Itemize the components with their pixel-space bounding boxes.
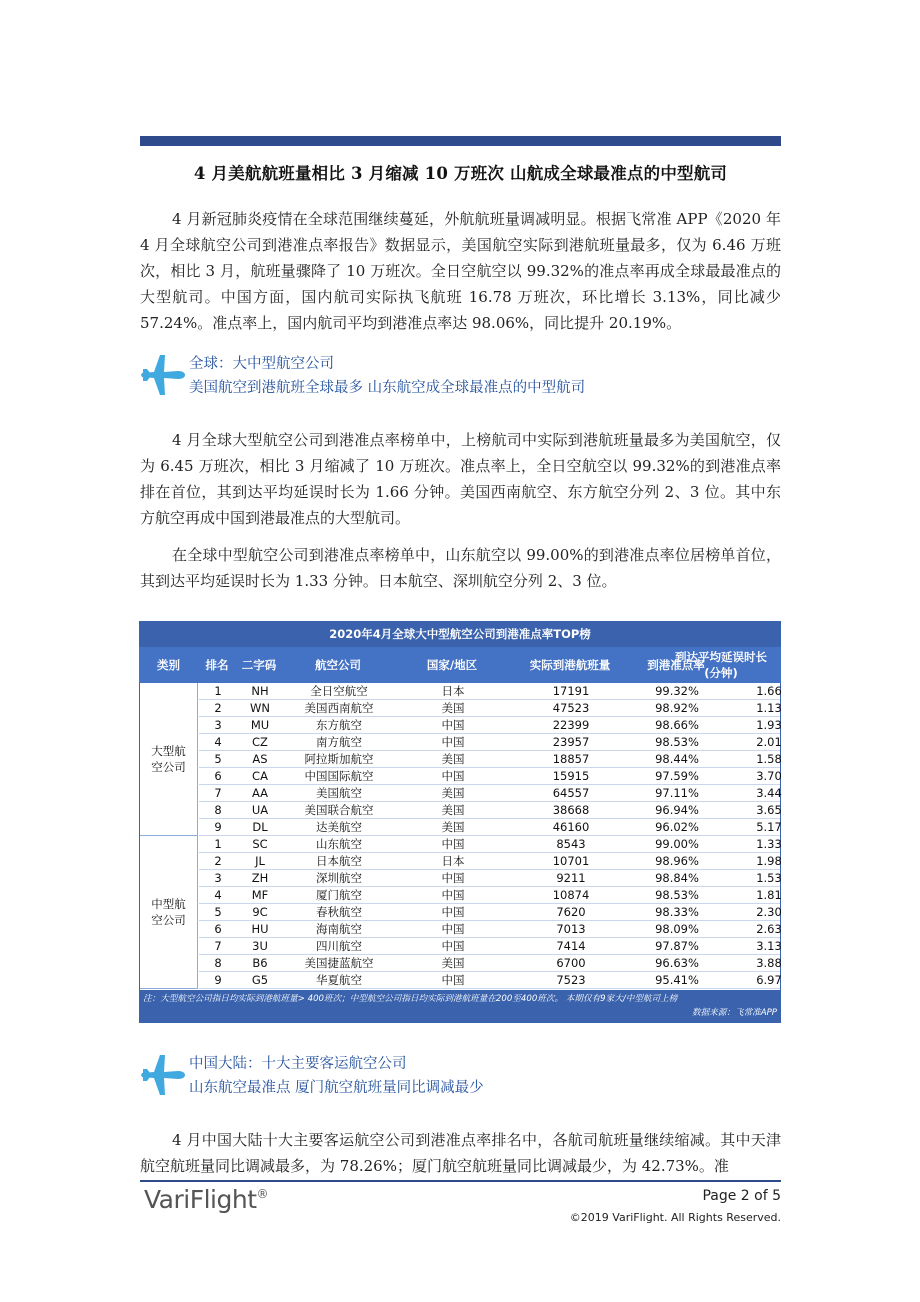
cell-code: B6 [252,956,268,970]
cell-delay: 1.66 [756,684,782,698]
page-number: Page 2 of 5 [702,1188,781,1204]
table-row [199,751,780,768]
cell-rank: 5 [214,752,222,766]
registered-mark: ® [256,1187,268,1201]
cell-rate: 96.94% [655,803,699,817]
cell-rank: 1 [214,837,222,851]
cell-rate: 99.00% [655,837,699,851]
cell-country: 中国 [441,837,465,851]
cell-code: JL [255,854,265,868]
cell-code: CZ [252,735,268,749]
cell-code: SC [252,837,268,851]
table-note: 注：大型航空公司指日均实际到港航班量> 400班次；中型航空公司指日均实际到港航班量在200至400班次。 本期仅有9家大/中型航司上榜 [143,994,678,1004]
cell-rate: 95.41% [655,973,699,987]
cell-country: 日本 [441,854,465,868]
cell-code: DL [252,820,268,834]
cell-delay: 1.81 [756,888,782,902]
cell-rank: 6 [214,769,222,783]
table-row [199,785,780,802]
header-rate: 到港准点率 [647,658,705,672]
cell-country: 日本 [441,684,465,698]
cell-delay: 5.17 [756,820,782,834]
category-cell [140,683,198,836]
cell-rate: 98.53% [655,888,699,902]
cell-delay: 1.98 [756,854,782,868]
cell-flights: 7414 [556,939,586,953]
cell-rate: 98.09% [655,922,699,936]
category-label: 中型航空公司 [151,897,186,927]
cell-rank: 6 [214,922,222,936]
table-row [199,870,780,887]
cell-code: AA [251,786,269,800]
cell-airline: 山东航空 [316,837,362,851]
cell-country: 中国 [441,718,465,732]
cell-airline: 美国捷蓝航空 [304,956,374,970]
cell-rate: 98.84% [655,871,699,885]
cell-rank: 1 [214,684,222,698]
header-delay-line2: (分钟) [704,666,738,680]
cell-rank: 8 [214,956,222,970]
cell-flights: 15915 [552,769,590,783]
cell-delay: 1.33 [756,837,782,851]
cell-airline: 南方航空 [316,735,362,749]
cell-rate: 98.92% [655,701,699,715]
cell-country: 美国 [441,803,465,817]
cell-rank: 9 [214,973,222,987]
cell-delay: 3.65 [756,803,782,817]
cell-country: 中国 [441,735,465,749]
cell-flights: 6700 [556,956,586,970]
cell-country: 中国 [441,922,465,936]
cell-country: 中国 [441,888,465,902]
section-heading-china [140,1052,781,1108]
header-code: 二字码 [241,658,277,672]
cell-airline: 美国西南航空 [304,701,374,715]
cell-delay: 2.30 [756,905,782,919]
cell-country: 中国 [441,769,465,783]
table-header-row [139,647,781,683]
cell-airline: 东方航空 [316,718,362,732]
cell-rank: 9 [214,820,222,834]
cell-delay: 2.63 [756,922,782,936]
header-country: 国家/地区 [426,658,478,672]
section-headline: 山东航空最准点 厦门航空航班量同比调减最少 [189,1080,484,1096]
cell-rank: 3 [214,718,222,732]
cell-code: ZH [251,871,269,885]
cell-rate: 97.11% [655,786,699,800]
cell-rate: 97.59% [655,769,699,783]
cell-rate: 96.63% [655,956,699,970]
cell-rank: 7 [214,939,222,953]
header-rank: 排名 [205,658,229,672]
cell-airline: 四川航空 [316,939,362,953]
cell-rate: 98.33% [655,905,699,919]
cell-delay: 3.13 [756,939,782,953]
china-paragraph: 4 月中国大陆十大主要客运航空公司到港准点率排名中，各航司航班量继续缩减。其中天津航空航班量同比调减最多，为 78.26%；厦门航空航班量同比调减最少，为 42.73%。准 [140,1131,781,1175]
logo-text: VariFlight [144,1185,257,1214]
cell-flights: 38668 [552,803,590,817]
section-subtitle: 全球：大中型航空公司 [189,356,334,372]
header-airline: 航空公司 [315,658,361,672]
table-row [199,887,780,904]
cell-airline: 春秋航空 [316,905,362,919]
cell-flights: 7620 [556,905,586,919]
ranking-table [139,621,781,1023]
cell-rank: 4 [214,735,222,749]
cell-airline: 海南航空 [316,922,362,936]
table-body [140,683,780,990]
table-source: 数据来源：飞常准APP [692,1008,777,1018]
copyright: ©2019 VariFlight. All Rights Reserved. [569,1211,781,1224]
cell-code: 3U [252,939,268,953]
footer-rule [140,1180,781,1182]
cell-country: 中国 [441,973,465,987]
cell-delay: 1.53 [756,871,782,885]
category-cell [140,836,198,989]
cell-country: 美国 [441,786,465,800]
cell-airline: 达美航空 [316,820,362,834]
header-category: 类别 [157,658,180,672]
cell-code: WN [250,701,270,715]
cell-code: MF [251,888,269,902]
cell-rate: 98.53% [655,735,699,749]
table-row [199,717,780,734]
cell-flights: 46160 [552,820,590,834]
section-heading-global [140,352,781,408]
cell-code: NH [251,684,269,698]
header-delay-line1: 到达平均延误时长 [675,650,767,664]
cell-airline: 华夏航空 [316,973,362,987]
category-label: 大型航空公司 [151,744,186,774]
cell-delay: 6.97 [756,973,782,987]
cell-country: 中国 [441,871,465,885]
table-row [199,836,780,853]
cell-rate: 97.87% [655,939,699,953]
cell-airline: 厦门航空 [316,888,362,902]
cell-flights: 7523 [556,973,586,987]
table-row [199,683,780,700]
large-airlines-paragraph: 4 月全球大型航空公司到港准点率榜单中，上榜航司中实际到港航班量最多为美国航空，仅为 6.45 万班次，相比 3 月缩减了 10 万班次。准点率上，全日空航空以 99.32%的到港准点率排在首位，其到达平均延误时长为 1.66 分钟。美国西南航空、东方航空分列 2、3 位。其中东方航空再成中国到港最准点的大型航司。 [140,431,781,527]
cell-airline: 中国国际航空 [304,769,374,783]
cell-airline: 深圳航空 [316,871,362,885]
section-subtitle: 中国大陆：十大主要客运航空公司 [189,1056,407,1072]
table-title: 2020年4月全球大中型航空公司到港准点率TOP榜 [329,627,591,641]
cell-delay: 1.13 [756,701,782,715]
airplane-icon [140,352,186,398]
cell-delay: 2.01 [756,735,782,749]
header-flights: 实际到港航班量 [529,658,611,672]
cell-code: CA [252,769,268,783]
table-row [199,938,780,955]
cell-country: 美国 [441,820,465,834]
cell-airline: 全日空航空 [310,684,368,698]
cell-code: HU [251,922,269,936]
cell-code: G5 [251,973,269,987]
cell-country: 美国 [441,701,465,715]
cell-delay: 3.70 [756,769,782,783]
cell-code: MU [250,718,270,732]
cell-country: 中国 [441,939,465,953]
section-headline: 美国航空到港航班全球最多 山东航空成全球最准点的中型航司 [189,380,586,396]
table-row [199,972,780,989]
cell-flights: 10701 [552,854,590,868]
cell-flights: 17191 [552,684,590,698]
cell-delay: 3.88 [756,956,782,970]
table-row [199,768,780,785]
cell-country: 美国 [441,752,465,766]
variflight-logo [144,1185,268,1214]
cell-rank: 2 [214,701,222,715]
cell-code: 9C [252,905,268,919]
table-row [199,819,780,836]
cell-flights: 7013 [556,922,586,936]
cell-rate: 96.02% [655,820,699,834]
cell-flights: 9211 [556,871,586,885]
table-row [199,700,780,717]
cell-rate: 99.32% [655,684,699,698]
airplane-icon [140,1052,186,1098]
cell-airline: 日本航空 [316,854,362,868]
cell-rank: 7 [214,786,222,800]
cell-delay: 1.93 [756,718,782,732]
cell-airline: 美国航空 [316,786,362,800]
cell-flights: 22399 [552,718,590,732]
cell-rank: 5 [214,905,222,919]
cell-flights: 10874 [552,888,590,902]
table-row [199,853,780,870]
cell-flights: 47523 [552,701,590,715]
table-row [199,955,780,972]
cell-country: 美国 [441,956,465,970]
cell-rank: 8 [214,803,222,817]
intro-paragraph: 4 月新冠肺炎疫情在全球范围继续蔓延，外航航班量调减明显。根据飞常准 APP《2020 年 4 月全球航空公司到港准点率报告》数据显示，美国航空实际到港航班量最多，仅为 6.46 万班次，相比 3 月，航班量骤降了 10 万班次。全日空航空以 99.32%的准点率再成全球最最准点的大型航司。中国方面，国内航司实际执飞航班 16.78 万班次，环比增长 3.13%，同比减少 57.24%。准点率上，国内航司平均到港准点率达 98.06%，同比提升 20.19%。 [140,210,781,332]
table-row [199,734,780,751]
cell-rate: 98.66% [655,718,699,732]
cell-airline: 美国联合航空 [304,803,374,817]
cell-rank: 2 [214,854,222,868]
table-row [199,904,780,921]
cell-airline: 阿拉斯加航空 [304,752,374,766]
cell-delay: 1.58 [756,752,782,766]
cell-delay: 3.44 [756,786,782,800]
cell-rate: 98.96% [655,854,699,868]
cell-rank: 3 [214,871,222,885]
medium-airlines-paragraph: 在全球中型航空公司到港准点率榜单中，山东航空以 99.00%的到港准点率位居榜单首位，其到达平均延误时长为 1.33 分钟。日本航空、深圳航空分列 2、3 位。 [140,546,781,590]
cell-flights: 23957 [552,735,590,749]
cell-code: UA [251,803,269,817]
header-rule [140,136,781,146]
cell-code: AS [252,752,268,766]
cell-rank: 4 [214,888,222,902]
cell-rate: 98.44% [655,752,699,766]
table-row [199,921,780,938]
cell-flights: 8543 [556,837,586,851]
cell-country: 中国 [441,905,465,919]
table-row [199,802,780,819]
document-title: 4 月美航航班量相比 3 月缩减 10 万班次 山航成全球最准点的中型航司 [193,164,728,183]
cell-flights: 18857 [552,752,590,766]
cell-flights: 64557 [552,786,590,800]
